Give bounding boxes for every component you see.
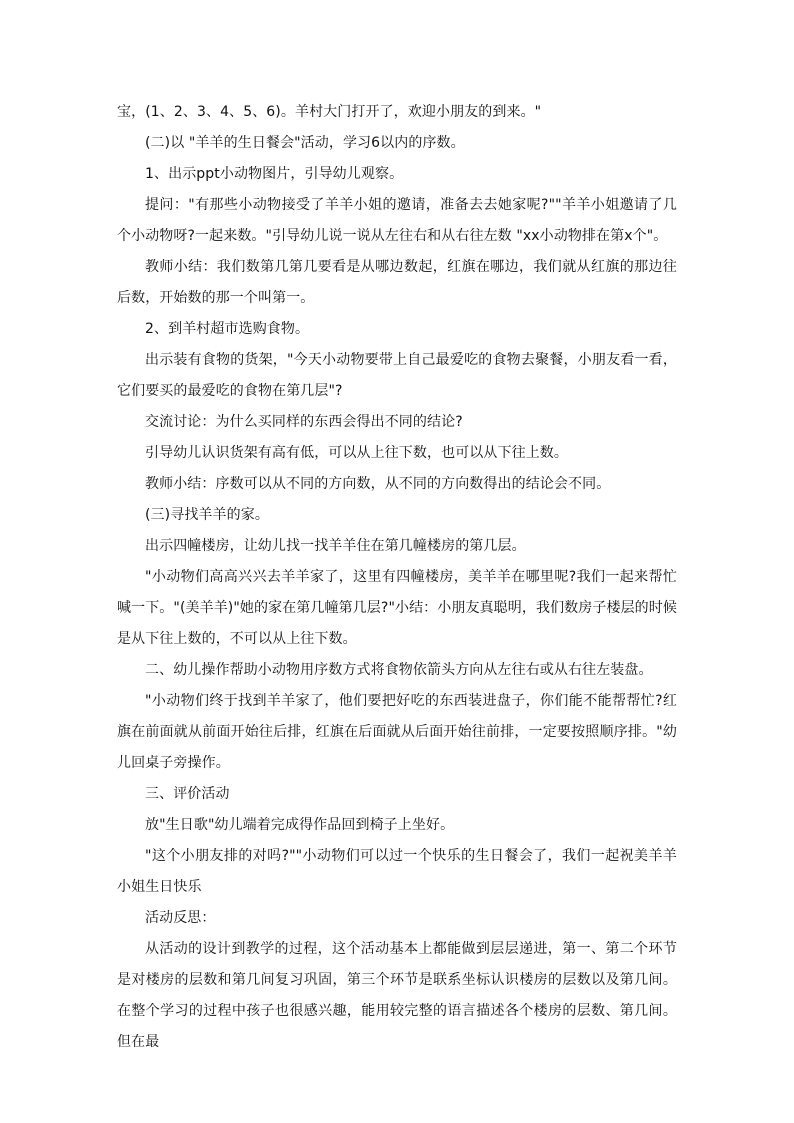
paragraph: 教师小结：序数可以从不同的方向数，从不同的方向数得出的结论会不同。 — [145, 476, 611, 492]
paragraph: 交流讨论：为什么买同样的东西会得出不同的结论? — [145, 414, 463, 430]
paragraph: 出示四幢楼房，让幼儿找一找羊羊住在第几幢楼房的第几层。 — [145, 538, 526, 554]
paragraph: "小动物们终于找到羊羊家了，他们要把好吃的东西装进盘子，你们能不能帮帮忙?红旗在前面就从前面开始往后排，红旗在后面就从后面开始往前排，一定要按照顺序排。"幼儿回桌子旁操作。 — [117, 693, 677, 771]
paragraph: "小动物们高高兴兴去羊羊家了，这里有四幢楼房，美羊羊在哪里呢?我们一起来帮忙喊一下。"(美羊羊)"她的家在第几幢第几层?"小结：小朋友真聪明，我们数房子楼层的时候是从下往上数的，不可以从上往下数。 — [117, 569, 677, 647]
paragraph: 提问："有那些小动物接受了羊羊小姐的邀请，准备去去她家呢?""羊羊小姐邀请了几个小动物呀?一起来数。"引导幼儿说一说从左往右和从右往左数 "xx小动物排在第x个"。 — [117, 197, 677, 244]
paragraph: 出示装有食物的货架，"今天小动物要带上自己最爱吃的食物去聚餐，小朋友看一看，它们要买的最爱吃的食物在第几层"? — [117, 352, 677, 399]
paragraph: (二)以 "羊羊的生日餐会"活动，学习6以内的序数。 — [145, 135, 465, 151]
section-heading: (三)寻找羊羊的家。 — [145, 507, 269, 523]
section-heading: 活动反思： — [145, 910, 216, 926]
paragraph: 2、到羊村超市选购食物。 — [145, 321, 310, 337]
paragraph: 教师小结：我们数第几第几要看是从哪边数起，红旗在哪边，我们就从红旗的那边往后数，开始数的那一个叫第一。 — [117, 259, 677, 306]
section-heading: 三、评价活动 — [145, 786, 230, 802]
document-body — [117, 97, 677, 1058]
paragraph: 引导幼儿认识货架有高有低，可以从上往下数，也可以从下往上数。 — [145, 445, 568, 461]
paragraph: "这个小朋友排的对吗?""小动物们可以过一个快乐的生日餐会了，我们一起祝美羊羊小姐生日快乐 — [117, 848, 677, 895]
paragraph: 放"生日歌"幼儿端着完成得作品回到椅子上坐好。 — [145, 817, 455, 833]
paragraph: 宝，(1、2、3、4、5、6)。羊村大门打开了，欢迎小朋友的到来。" — [117, 104, 542, 120]
paragraph: 从活动的设计到教学的过程，这个活动基本上都能做到层层递进，第一、第二个环节是对楼房的层数和第几间复习巩固，第三个环节是联系坐标认识楼房的层数以及第几间。在整个学习的过程中孩子也很感兴趣，能用较完整的语言描述各个楼房的层数、第几间。但在最 — [117, 941, 677, 1050]
paragraph: 1、出示ppt小动物图片，引导幼儿观察。 — [145, 166, 404, 182]
section-heading: 二、幼儿操作帮助小动物用序数方式将食物依箭头方向从左往右或从右往左装盘。 — [145, 662, 653, 678]
